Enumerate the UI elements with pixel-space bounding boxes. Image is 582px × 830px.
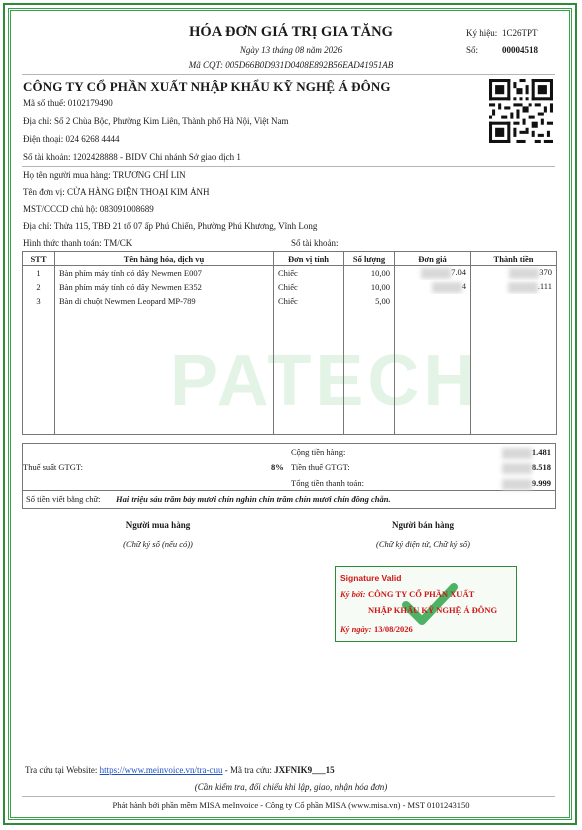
lookup-url-link[interactable]: https://www.meinvoice.vn/tra-cuu [99, 765, 223, 775]
row-unit: Chiếc [274, 266, 344, 281]
subtotal-label: Cộng tiền hàng: [291, 447, 346, 457]
so-label: Số: [466, 45, 479, 55]
row-quantity: 10,00 [344, 266, 395, 281]
row-item-name: Bàn di chuột Newmen Leopard MP-789 [55, 294, 274, 308]
buyer-account: Số tài khoản: [291, 238, 339, 248]
total-label: Tổng tiền thanh toán: [291, 478, 364, 488]
watermark-patech: PATECH [170, 341, 480, 421]
row-total: .111 [471, 280, 557, 294]
column-header: STT [23, 252, 55, 266]
seller-address: Địa chỉ: Số 2 Chùa Bộc, Phường Kim Liên, Thành phố Hà Nội, Việt Nam [23, 116, 289, 126]
buyer-address: Địa chỉ: Thửa 115, TBĐ 21 tổ 07 ấp Phú Chiến, Phường Phú Khương, Vĩnh Long [23, 221, 318, 231]
table-row [23, 266, 557, 281]
buyer-signature-note: (Chữ ký số (nếu có)) [123, 539, 193, 549]
column-header: Tên hàng hóa, dịch vụ [55, 252, 274, 266]
lookup-code: JXFNIK9___15 [274, 765, 335, 775]
row-quantity: 5,00 [344, 294, 395, 308]
vat-label: Tiền thuế GTGT: [291, 462, 350, 472]
row-quantity: 10,00 [344, 280, 395, 294]
issuer-info: Phát hành bởi phần mềm MISA meInvoice - Công ty Cổ phần MISA (www.misa.vn) - MST 0101243150 [112, 800, 470, 810]
table-row-empty [23, 322, 557, 336]
row-price: 4 [395, 280, 471, 294]
table-row [23, 294, 557, 308]
lookup-code-label: - Mã tra cứu: [224, 765, 272, 775]
row-price: 7.04 [395, 266, 471, 281]
cqt-code: Mã CQT: 005D66B0D931D0408E892B56EAD41951AB [188, 60, 394, 70]
buyer-name: Họ tên người mua hàng: TRƯƠNG CHÍ LIN [23, 170, 186, 180]
column-header: Số lượng [344, 252, 395, 266]
row-stt: 1 [23, 266, 55, 281]
divider [22, 796, 555, 797]
amount-in-words-value: Hai triệu sáu trăm bảy mươi chín nghìn chín trăm chín mươi chín đồng chẵn. [116, 494, 391, 504]
qr-code-icon [489, 79, 553, 143]
divider [22, 166, 555, 167]
signed-by-line-1: CÔNG TY CỔ PHẦN XUẤT [368, 589, 475, 599]
table-row-empty [23, 308, 557, 322]
buyer-unit: Tên đơn vị: CỬA HÀNG ĐIỆN THOẠI KIM ẢNH [23, 187, 210, 197]
seller-account: Số tài khoản: 1202428888 - BIDV Chi nhánh Sở giao dịch 1 [23, 152, 241, 162]
buyer-signature-title: Người mua hàng [125, 520, 191, 530]
digital-signature-box [335, 566, 517, 642]
check-note: (Cần kiểm tra, đối chiếu khi lập, giao, nhận hóa đơn) [194, 782, 388, 792]
seller-signature-title: Người bán hàng [392, 520, 454, 530]
table-row [23, 280, 557, 294]
seller-tax-code: Mã số thuế: 0102179490 [23, 98, 113, 108]
lookup-prefix: Tra cứu tại Website: [25, 765, 98, 775]
vat-value: 8.518 [502, 462, 551, 474]
row-stt: 3 [23, 294, 55, 308]
invoice-title: HÓA ĐƠN GIÁ TRỊ GIA TĂNG [189, 24, 393, 40]
table-row-empty [23, 378, 557, 392]
row-price [395, 294, 471, 308]
vat-rate-label: Thuế suất GTGT: [23, 462, 84, 472]
invoice-date: Ngày 13 tháng 08 năm 2026 [239, 45, 343, 55]
table-header-row [23, 252, 557, 266]
ky-hieu-label: Ký hiệu: [466, 28, 498, 38]
signature-valid-text: Signature Valid [340, 573, 402, 583]
table-row-empty [23, 336, 557, 350]
seller-signature-note: (Chữ ký điện tử, Chữ ký số) [376, 539, 470, 549]
row-unit: Chiếc [274, 280, 344, 294]
signed-by-line-2: NHẬP KHẨU KỸ NGHỆ Á ĐÔNG [368, 605, 498, 615]
so-value: 00004518 [502, 45, 538, 55]
row-unit: Chiếc [274, 294, 344, 308]
row-item-name: Bàn phím máy tính có dây Newmen E352 [55, 280, 274, 294]
summary-block [22, 443, 556, 491]
seller-phone: Điện thoại: 024 6268 4444 [23, 134, 120, 144]
total-value: 9.999 [502, 478, 551, 490]
column-header: Thành tiền [471, 252, 557, 266]
column-header: Đơn giá [395, 252, 471, 266]
seller-name: CÔNG TY CỔ PHẦN XUẤT NHẬP KHẨU KỸ NGHỆ Á ĐÔNG [23, 79, 391, 94]
table-row-empty [23, 406, 557, 420]
vat-rate-value: 8% [271, 462, 284, 472]
signed-date-value: 13/08/2026 [374, 624, 413, 634]
ky-hieu-value: 1C26TPT [502, 28, 538, 38]
subtotal-value: 1.481 [502, 447, 551, 459]
items-table [22, 251, 557, 435]
divider [22, 74, 555, 75]
table-row-empty [23, 420, 557, 435]
lookup-line [25, 765, 335, 775]
row-item-name: Bàn phím máy tính có dây Newmen E007 [55, 266, 274, 281]
row-stt: 2 [23, 280, 55, 294]
table-row-empty [23, 392, 557, 406]
amount-in-words-row [22, 491, 556, 509]
column-header: Đơn vị tính [274, 252, 344, 266]
row-total: 370 [471, 266, 557, 281]
signed-date-label: Ký ngày: [340, 624, 372, 634]
signed-by-label: Ký bởi: [340, 589, 366, 599]
payment-method: Hình thức thanh toán: TM/CK [23, 238, 133, 248]
table-row-empty [23, 364, 557, 378]
table-row-empty [23, 350, 557, 364]
amount-in-words-label: Số tiền viết bằng chữ: [26, 494, 101, 504]
buyer-id: MST/CCCD chủ hộ: 083091008689 [23, 204, 154, 214]
row-total [471, 294, 557, 308]
